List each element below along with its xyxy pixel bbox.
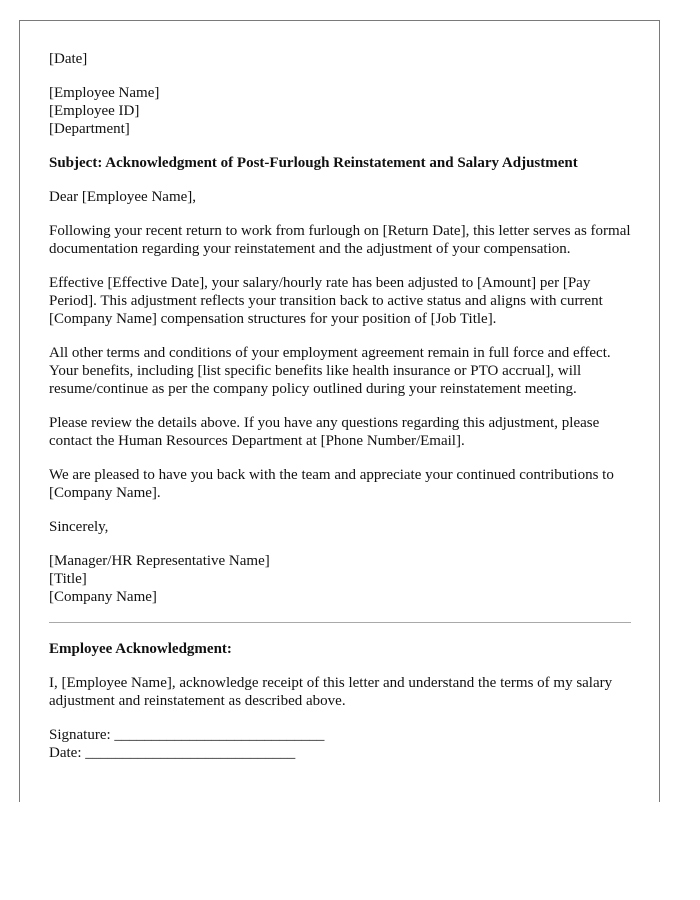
closing: Sincerely,	[49, 519, 109, 535]
acknowledgment-text: I, [Employee Name], acknowledge receipt of this letter and understand the terms of my salary adjustment and reinstatement as described above.	[49, 675, 613, 709]
body-paragraph-4: Please review the details above. If you have any questions regarding this adjustment, please contact the Human Resources Department at [Phone Number/Email].	[49, 415, 600, 449]
signature-line: Signature: ____________________________	[49, 727, 325, 743]
body-paragraph-2: Effective [Effective Date], your salary/hourly rate has been adjusted to [Amount] per [Pay Period]. This adjustment reflects your transition back to active status and aligns with current [Company Name] compensation structures for your position of [Job Title].	[49, 275, 603, 327]
body-paragraph-1: Following your recent return to work from furlough on [Return Date], this letter serves as formal documentation regarding your reinstatement and the adjustment of your compensation.	[49, 223, 631, 257]
sender-name: [Manager/HR Representative Name]	[49, 553, 270, 569]
recipient-name: [Employee Name]	[49, 85, 160, 101]
sender-company: [Company Name]	[49, 589, 157, 605]
section-divider	[49, 622, 631, 623]
salutation: Dear [Employee Name],	[49, 189, 197, 205]
sender-title: [Title]	[49, 571, 87, 587]
recipient-id: [Employee ID]	[49, 103, 140, 119]
letter-page	[19, 20, 660, 802]
sender-block	[49, 552, 631, 606]
date-text: [Date]	[49, 51, 88, 67]
signature-block	[49, 726, 631, 762]
body-paragraph-3: All other terms and conditions of your employment agreement remain in full force and effect. Your benefits, including [list specific benefits like health insurance or PTO accrual], will resume/continue as per the company policy outlined during your reinstatement meeting.	[49, 345, 611, 397]
letter-subject: Subject: Acknowledgment of Post-Furlough Reinstatement and Salary Adjustment	[49, 155, 578, 171]
date-line: Date: ____________________________	[49, 745, 296, 761]
recipient-block	[49, 84, 631, 138]
letter-date	[49, 50, 631, 68]
body-paragraph-5: We are pleased to have you back with the team and appreciate your continued contributions to [Company Name].	[49, 467, 614, 501]
recipient-department: [Department]	[49, 121, 130, 137]
acknowledgment-heading: Employee Acknowledgment:	[49, 641, 232, 657]
